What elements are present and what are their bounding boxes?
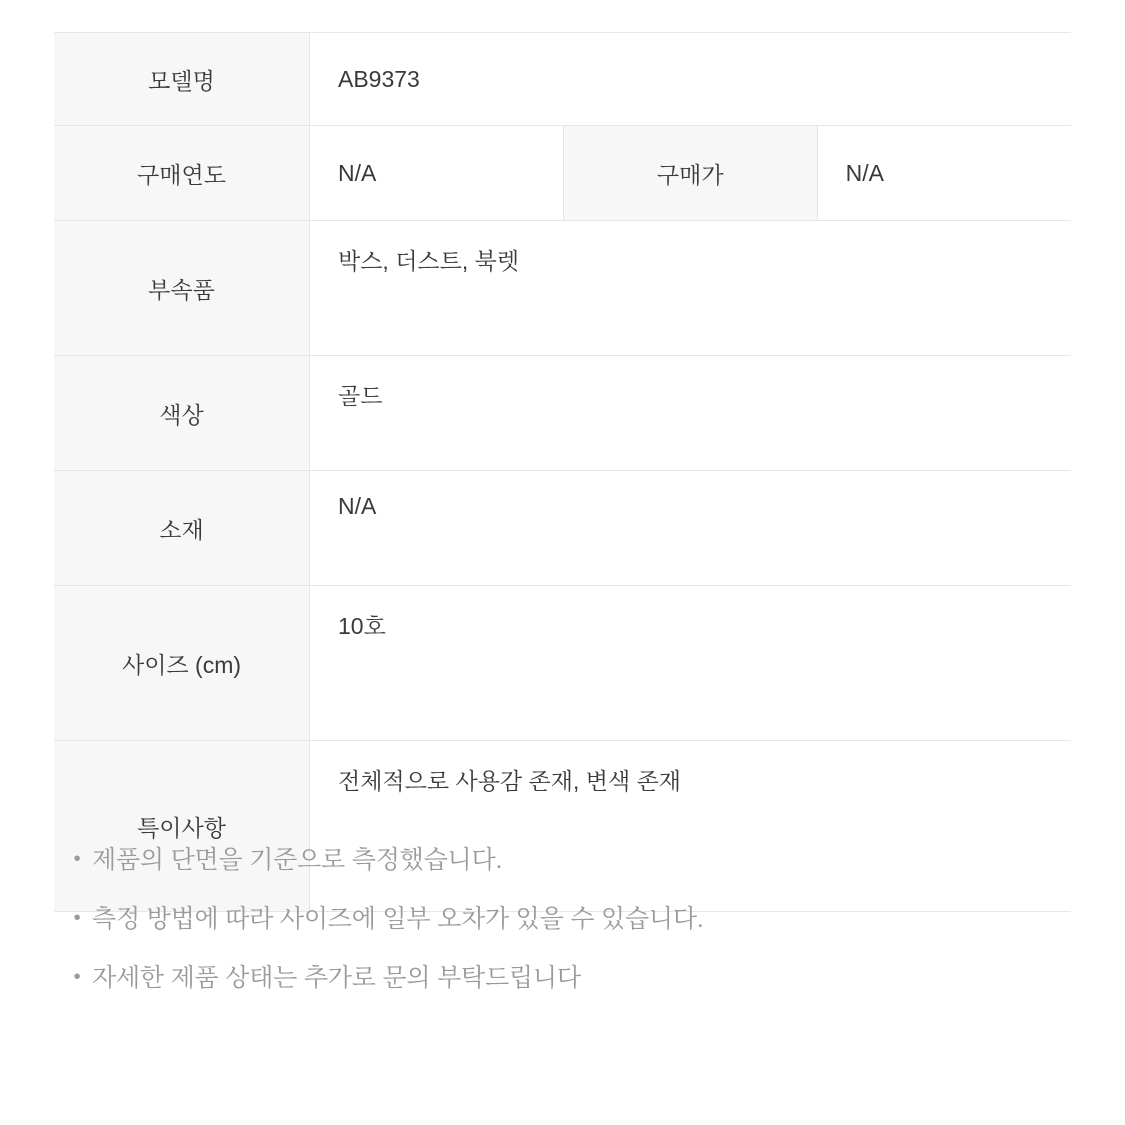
bullet-icon: •	[73, 907, 81, 929]
table-row	[54, 356, 1071, 471]
bullet-icon: •	[73, 848, 81, 870]
note-text: 측정 방법에 따라 사이즈에 일부 오차가 있을 수 있습니다.	[92, 905, 704, 933]
notes-list	[62, 845, 1062, 1022]
spec-value-color: 골드	[310, 356, 1072, 471]
spec-label-purchase-price: 구매가	[563, 126, 817, 221]
list-item	[62, 845, 1062, 875]
note-text: 제품의 단면을 기준으로 측정했습니다.	[92, 846, 503, 874]
spec-value-remarks: 전체적으로 사용감 존재, 변색 존재	[310, 741, 1072, 912]
spec-label-material: 소재	[54, 471, 310, 586]
bullet-icon: •	[73, 966, 81, 988]
note-text: 자세한 제품 상태는 추가로 문의 부탁드립니다	[92, 964, 581, 992]
spec-label-color: 색상	[54, 356, 310, 471]
list-item	[62, 904, 1062, 934]
table-row	[54, 586, 1071, 741]
spec-label-model: 모델명	[54, 33, 310, 126]
table-row	[54, 221, 1071, 356]
table-row	[54, 33, 1071, 126]
spec-value-accessories: 박스, 더스트, 북렛	[310, 221, 1072, 356]
list-item	[62, 963, 1062, 993]
spec-value-model: AB9373	[310, 33, 818, 126]
spec-value-size: 10호	[310, 586, 1072, 741]
table-row	[54, 471, 1071, 586]
spec-label-purchase-year: 구매연도	[54, 126, 310, 221]
spec-value-purchase-price: N/A	[817, 126, 1071, 221]
spec-value-purchase-year: N/A	[310, 126, 564, 221]
spec-value-material: N/A	[310, 471, 1072, 586]
spec-label-size: 사이즈 (cm)	[54, 586, 310, 741]
spec-label-remarks: 특이사항	[54, 741, 310, 912]
product-spec-table	[54, 32, 1071, 912]
table-row	[54, 126, 1071, 221]
spec-label-accessories: 부속품	[54, 221, 310, 356]
